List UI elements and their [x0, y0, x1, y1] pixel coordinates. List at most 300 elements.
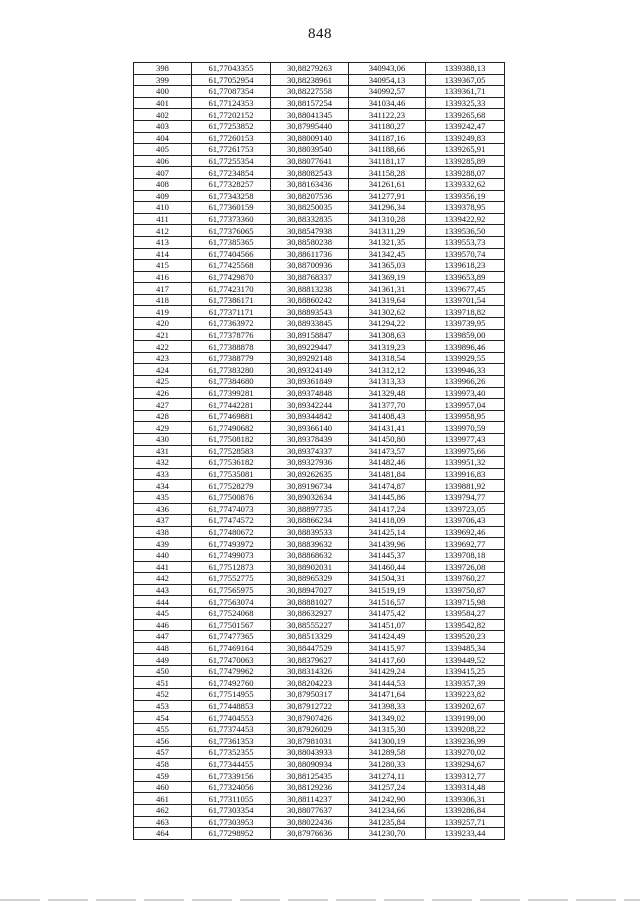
- point-number-cell: 419: [134, 306, 192, 318]
- longitude-cell: 30,89292148: [271, 352, 349, 364]
- longitude-cell: 30,88009140: [271, 132, 349, 144]
- longitude-cell: 30,89324149: [271, 364, 349, 376]
- table-row: [134, 74, 505, 86]
- y-coordinate-cell: 1339223,82: [426, 689, 505, 701]
- longitude-cell: 30,88881027: [271, 596, 349, 608]
- y-coordinate-cell: 1339653,89: [426, 271, 505, 283]
- y-coordinate-cell: 1339896,46: [426, 341, 505, 353]
- x-coordinate-cell: 341431,41: [349, 422, 426, 434]
- latitude-cell: 61,77202152: [192, 109, 271, 121]
- latitude-cell: 61,77477365: [192, 631, 271, 643]
- x-coordinate-cell: 341319,64: [349, 294, 426, 306]
- longitude-cell: 30,88447529: [271, 642, 349, 654]
- y-coordinate-cell: 1339356,19: [426, 190, 505, 202]
- table-row: [134, 689, 505, 701]
- longitude-cell: 30,88866234: [271, 515, 349, 527]
- y-coordinate-cell: 1339794,77: [426, 491, 505, 503]
- x-coordinate-cell: 341187,16: [349, 132, 426, 144]
- point-number-cell: 449: [134, 654, 192, 666]
- table-row: [134, 549, 505, 561]
- table-row: [134, 225, 505, 237]
- x-coordinate-cell: 341319,23: [349, 341, 426, 353]
- y-coordinate-cell: 1339357,39: [426, 677, 505, 689]
- table-row: [134, 399, 505, 411]
- y-coordinate-cell: 1339242,47: [426, 120, 505, 132]
- y-coordinate-cell: 1339199,00: [426, 712, 505, 724]
- coordinates-table-body: [134, 63, 505, 840]
- longitude-cell: 30,87912722: [271, 700, 349, 712]
- y-coordinate-cell: 1339706,43: [426, 515, 505, 527]
- x-coordinate-cell: 341417,60: [349, 654, 426, 666]
- point-number-cell: 446: [134, 619, 192, 631]
- point-number-cell: 428: [134, 410, 192, 422]
- latitude-cell: 61,77344455: [192, 758, 271, 770]
- longitude-cell: 30,88580238: [271, 236, 349, 248]
- x-coordinate-cell: 341181,17: [349, 155, 426, 167]
- table-row: [134, 526, 505, 538]
- latitude-cell: 61,77425568: [192, 260, 271, 272]
- latitude-cell: 61,77234854: [192, 167, 271, 179]
- longitude-cell: 30,89229447: [271, 341, 349, 353]
- longitude-cell: 30,89374848: [271, 387, 349, 399]
- point-number-cell: 411: [134, 213, 192, 225]
- y-coordinate-cell: 1339415,25: [426, 665, 505, 677]
- table-row: [134, 445, 505, 457]
- table-row: [134, 271, 505, 283]
- x-coordinate-cell: 341312,12: [349, 364, 426, 376]
- y-coordinate-cell: 1339265,68: [426, 109, 505, 121]
- y-coordinate-cell: 1339286,84: [426, 805, 505, 817]
- longitude-cell: 30,88860242: [271, 294, 349, 306]
- latitude-cell: 61,77480672: [192, 526, 271, 538]
- x-coordinate-cell: 341034,46: [349, 97, 426, 109]
- longitude-cell: 30,89327936: [271, 457, 349, 469]
- point-number-cell: 438: [134, 526, 192, 538]
- longitude-cell: 30,88207536: [271, 190, 349, 202]
- table-row: [134, 341, 505, 353]
- y-coordinate-cell: 1339202,67: [426, 700, 505, 712]
- table-row: [134, 747, 505, 759]
- y-coordinate-cell: 1339750,87: [426, 584, 505, 596]
- x-coordinate-cell: 341235,84: [349, 816, 426, 828]
- point-number-cell: 457: [134, 747, 192, 759]
- longitude-cell: 30,88129236: [271, 781, 349, 793]
- y-coordinate-cell: 1339977,43: [426, 434, 505, 446]
- point-number-cell: 456: [134, 735, 192, 747]
- point-number-cell: 432: [134, 457, 192, 469]
- point-number-cell: 433: [134, 468, 192, 480]
- latitude-cell: 61,77399281: [192, 387, 271, 399]
- x-coordinate-cell: 341418,09: [349, 515, 426, 527]
- table-row: [134, 781, 505, 793]
- longitude-cell: 30,88279263: [271, 63, 349, 75]
- longitude-cell: 30,88043933: [271, 747, 349, 759]
- x-coordinate-cell: 341481,84: [349, 468, 426, 480]
- y-coordinate-cell: 1339249,83: [426, 132, 505, 144]
- y-coordinate-cell: 1339677,45: [426, 283, 505, 295]
- latitude-cell: 61,77373360: [192, 213, 271, 225]
- y-coordinate-cell: 1339584,27: [426, 607, 505, 619]
- point-number-cell: 418: [134, 294, 192, 306]
- y-coordinate-cell: 1339973,40: [426, 387, 505, 399]
- longitude-cell: 30,88157254: [271, 97, 349, 109]
- page-number: 848: [308, 26, 332, 42]
- point-number-cell: 409: [134, 190, 192, 202]
- point-number-cell: 422: [134, 341, 192, 353]
- table-row: [134, 236, 505, 248]
- table-row: [134, 538, 505, 550]
- table-row: [134, 770, 505, 782]
- point-number-cell: 439: [134, 538, 192, 550]
- point-number-cell: 425: [134, 376, 192, 388]
- y-coordinate-cell: 1339312,77: [426, 770, 505, 782]
- table-row: [134, 805, 505, 817]
- x-coordinate-cell: 340954,13: [349, 74, 426, 86]
- x-coordinate-cell: 341300,19: [349, 735, 426, 747]
- table-row: [134, 109, 505, 121]
- point-number-cell: 414: [134, 248, 192, 260]
- longitude-cell: 30,88933845: [271, 318, 349, 330]
- x-coordinate-cell: 341261,61: [349, 178, 426, 190]
- latitude-cell: 61,77303953: [192, 816, 271, 828]
- latitude-cell: 61,77343258: [192, 190, 271, 202]
- latitude-cell: 61,77260153: [192, 132, 271, 144]
- point-number-cell: 444: [134, 596, 192, 608]
- x-coordinate-cell: 341408,43: [349, 410, 426, 422]
- coordinates-table: [133, 62, 505, 840]
- point-number-cell: 412: [134, 225, 192, 237]
- point-number-cell: 416: [134, 271, 192, 283]
- longitude-cell: 30,88314326: [271, 665, 349, 677]
- point-number-cell: 430: [134, 434, 192, 446]
- latitude-cell: 61,77043355: [192, 63, 271, 75]
- longitude-cell: 30,88082543: [271, 167, 349, 179]
- point-number-cell: 410: [134, 202, 192, 214]
- x-coordinate-cell: 341417,24: [349, 503, 426, 515]
- point-number-cell: 406: [134, 155, 192, 167]
- longitude-cell: 30,88250035: [271, 202, 349, 214]
- point-number-cell: 447: [134, 631, 192, 643]
- latitude-cell: 61,77298952: [192, 828, 271, 840]
- table-row: [134, 352, 505, 364]
- x-coordinate-cell: 341473,57: [349, 445, 426, 457]
- table-row: [134, 294, 505, 306]
- point-number-cell: 403: [134, 120, 192, 132]
- x-coordinate-cell: 341321,35: [349, 236, 426, 248]
- table-row: [134, 619, 505, 631]
- y-coordinate-cell: 1339233,44: [426, 828, 505, 840]
- y-coordinate-cell: 1339618,23: [426, 260, 505, 272]
- point-number-cell: 423: [134, 352, 192, 364]
- table-row: [134, 468, 505, 480]
- latitude-cell: 61,77404553: [192, 712, 271, 724]
- x-coordinate-cell: 341415,97: [349, 642, 426, 654]
- y-coordinate-cell: 1339288,07: [426, 167, 505, 179]
- point-number-cell: 405: [134, 144, 192, 156]
- latitude-cell: 61,77311055: [192, 793, 271, 805]
- longitude-cell: 30,88947027: [271, 584, 349, 596]
- x-coordinate-cell: 341460,44: [349, 561, 426, 573]
- table-row: [134, 515, 505, 527]
- latitude-cell: 61,77404566: [192, 248, 271, 260]
- x-coordinate-cell: 341158,28: [349, 167, 426, 179]
- y-coordinate-cell: 1339570,74: [426, 248, 505, 260]
- x-coordinate-cell: 341444,53: [349, 677, 426, 689]
- table-row: [134, 584, 505, 596]
- x-coordinate-cell: 341361,31: [349, 283, 426, 295]
- x-coordinate-cell: 341504,31: [349, 573, 426, 585]
- table-row: [134, 758, 505, 770]
- point-number-cell: 426: [134, 387, 192, 399]
- longitude-cell: 30,88768337: [271, 271, 349, 283]
- latitude-cell: 61,77469164: [192, 642, 271, 654]
- table-row: [134, 190, 505, 202]
- point-number-cell: 421: [134, 329, 192, 341]
- y-coordinate-cell: 1339975,66: [426, 445, 505, 457]
- longitude-cell: 30,87926029: [271, 723, 349, 735]
- y-coordinate-cell: 1339723,05: [426, 503, 505, 515]
- latitude-cell: 61,77535081: [192, 468, 271, 480]
- table-row: [134, 631, 505, 643]
- point-number-cell: 404: [134, 132, 192, 144]
- table-row: [134, 642, 505, 654]
- longitude-cell: 30,88513329: [271, 631, 349, 643]
- x-coordinate-cell: 341445,37: [349, 549, 426, 561]
- point-number-cell: 417: [134, 283, 192, 295]
- latitude-cell: 61,77442281: [192, 399, 271, 411]
- latitude-cell: 61,77490682: [192, 422, 271, 434]
- latitude-cell: 61,77474073: [192, 503, 271, 515]
- latitude-cell: 61,77492760: [192, 677, 271, 689]
- longitude-cell: 30,88632927: [271, 607, 349, 619]
- point-number-cell: 402: [134, 109, 192, 121]
- x-coordinate-cell: 341310,28: [349, 213, 426, 225]
- table-row: [134, 63, 505, 75]
- x-coordinate-cell: 341257,24: [349, 781, 426, 793]
- y-coordinate-cell: 1339881,92: [426, 480, 505, 492]
- point-number-cell: 455: [134, 723, 192, 735]
- x-coordinate-cell: 341296,34: [349, 202, 426, 214]
- x-coordinate-cell: 341294,22: [349, 318, 426, 330]
- point-number-cell: 427: [134, 399, 192, 411]
- table-row: [134, 422, 505, 434]
- y-coordinate-cell: 1339966,26: [426, 376, 505, 388]
- latitude-cell: 61,77524068: [192, 607, 271, 619]
- x-coordinate-cell: 341313,33: [349, 376, 426, 388]
- x-coordinate-cell: 341242,90: [349, 793, 426, 805]
- x-coordinate-cell: 341315,30: [349, 723, 426, 735]
- latitude-cell: 61,77386171: [192, 294, 271, 306]
- point-number-cell: 407: [134, 167, 192, 179]
- point-number-cell: 445: [134, 607, 192, 619]
- latitude-cell: 61,77552775: [192, 573, 271, 585]
- y-coordinate-cell: 1339270,02: [426, 747, 505, 759]
- table-row: [134, 607, 505, 619]
- x-coordinate-cell: 341450,80: [349, 434, 426, 446]
- longitude-cell: 30,88902031: [271, 561, 349, 573]
- table-row: [134, 793, 505, 805]
- latitude-cell: 61,77479962: [192, 665, 271, 677]
- table-row: [134, 155, 505, 167]
- longitude-cell: 30,88868632: [271, 549, 349, 561]
- longitude-cell: 30,88555227: [271, 619, 349, 631]
- latitude-cell: 61,77563074: [192, 596, 271, 608]
- latitude-cell: 61,77378776: [192, 329, 271, 341]
- latitude-cell: 61,77384680: [192, 376, 271, 388]
- latitude-cell: 61,77255354: [192, 155, 271, 167]
- x-coordinate-cell: 341122,23: [349, 109, 426, 121]
- y-coordinate-cell: 1339485,34: [426, 642, 505, 654]
- table-row: [134, 248, 505, 260]
- y-coordinate-cell: 1339715,98: [426, 596, 505, 608]
- latitude-cell: 61,77388779: [192, 352, 271, 364]
- y-coordinate-cell: 1339692,46: [426, 526, 505, 538]
- table-row: [134, 828, 505, 840]
- y-coordinate-cell: 1339739,95: [426, 318, 505, 330]
- point-number-cell: 435: [134, 491, 192, 503]
- longitude-cell: 30,88114237: [271, 793, 349, 805]
- table-row: [134, 434, 505, 446]
- x-coordinate-cell: 341280,33: [349, 758, 426, 770]
- latitude-cell: 61,77470063: [192, 654, 271, 666]
- table-row: [134, 202, 505, 214]
- table-row: [134, 677, 505, 689]
- point-number-cell: 400: [134, 86, 192, 98]
- y-coordinate-cell: 1339294,67: [426, 758, 505, 770]
- point-number-cell: 437: [134, 515, 192, 527]
- x-coordinate-cell: 341230,70: [349, 828, 426, 840]
- y-coordinate-cell: 1339285,89: [426, 155, 505, 167]
- x-coordinate-cell: 341308,63: [349, 329, 426, 341]
- longitude-cell: 30,87907426: [271, 712, 349, 724]
- x-coordinate-cell: 341188,66: [349, 144, 426, 156]
- y-coordinate-cell: 1339708,18: [426, 549, 505, 561]
- table-row: [134, 86, 505, 98]
- x-coordinate-cell: 341429,24: [349, 665, 426, 677]
- x-coordinate-cell: 341425,14: [349, 526, 426, 538]
- y-coordinate-cell: 1339422,92: [426, 213, 505, 225]
- table-row: [134, 178, 505, 190]
- point-number-cell: 441: [134, 561, 192, 573]
- x-coordinate-cell: 341329,48: [349, 387, 426, 399]
- latitude-cell: 61,77052954: [192, 74, 271, 86]
- latitude-cell: 61,77512873: [192, 561, 271, 573]
- y-coordinate-cell: 1339726,08: [426, 561, 505, 573]
- longitude-cell: 30,88090934: [271, 758, 349, 770]
- longitude-cell: 30,88077641: [271, 155, 349, 167]
- y-coordinate-cell: 1339859,00: [426, 329, 505, 341]
- y-coordinate-cell: 1339536,50: [426, 225, 505, 237]
- table-row: [134, 457, 505, 469]
- longitude-cell: 30,89366140: [271, 422, 349, 434]
- point-number-cell: 399: [134, 74, 192, 86]
- latitude-cell: 61,77352355: [192, 747, 271, 759]
- y-coordinate-cell: 1339970,59: [426, 422, 505, 434]
- y-coordinate-cell: 1339718,82: [426, 306, 505, 318]
- longitude-cell: 30,88379627: [271, 654, 349, 666]
- point-number-cell: 461: [134, 793, 192, 805]
- longitude-cell: 30,88204223: [271, 677, 349, 689]
- y-coordinate-cell: 1339957,04: [426, 399, 505, 411]
- table-row: [134, 712, 505, 724]
- longitude-cell: 30,88227558: [271, 86, 349, 98]
- longitude-cell: 30,88125435: [271, 770, 349, 782]
- point-number-cell: 450: [134, 665, 192, 677]
- point-number-cell: 453: [134, 700, 192, 712]
- y-coordinate-cell: 1339916,83: [426, 468, 505, 480]
- y-coordinate-cell: 1339692,77: [426, 538, 505, 550]
- longitude-cell: 30,87950317: [271, 689, 349, 701]
- latitude-cell: 61,77508182: [192, 434, 271, 446]
- x-coordinate-cell: 341519,19: [349, 584, 426, 596]
- x-coordinate-cell: 341342,45: [349, 248, 426, 260]
- table-row: [134, 735, 505, 747]
- longitude-cell: 30,89344842: [271, 410, 349, 422]
- x-coordinate-cell: 341365,03: [349, 260, 426, 272]
- x-coordinate-cell: 341445,86: [349, 491, 426, 503]
- longitude-cell: 30,88839632: [271, 538, 349, 550]
- y-coordinate-cell: 1339361,71: [426, 86, 505, 98]
- point-number-cell: 436: [134, 503, 192, 515]
- latitude-cell: 61,77501567: [192, 619, 271, 631]
- table-row: [134, 97, 505, 109]
- y-coordinate-cell: 1339553,73: [426, 236, 505, 248]
- longitude-cell: 30,88332835: [271, 213, 349, 225]
- point-number-cell: 398: [134, 63, 192, 75]
- latitude-cell: 61,77514955: [192, 689, 271, 701]
- x-coordinate-cell: 341424,49: [349, 631, 426, 643]
- latitude-cell: 61,77469881: [192, 410, 271, 422]
- x-coordinate-cell: 341311,29: [349, 225, 426, 237]
- longitude-cell: 30,88611736: [271, 248, 349, 260]
- x-coordinate-cell: 341180,27: [349, 120, 426, 132]
- point-number-cell: 420: [134, 318, 192, 330]
- y-coordinate-cell: 1339958,95: [426, 410, 505, 422]
- latitude-cell: 61,77363972: [192, 318, 271, 330]
- latitude-cell: 61,77448853: [192, 700, 271, 712]
- longitude-cell: 30,88893543: [271, 306, 349, 318]
- latitude-cell: 61,77565975: [192, 584, 271, 596]
- y-coordinate-cell: 1339951,32: [426, 457, 505, 469]
- longitude-cell: 30,89196734: [271, 480, 349, 492]
- latitude-cell: 61,77087354: [192, 86, 271, 98]
- y-coordinate-cell: 1339332,62: [426, 178, 505, 190]
- table-row: [134, 491, 505, 503]
- point-number-cell: 401: [134, 97, 192, 109]
- point-number-cell: 408: [134, 178, 192, 190]
- latitude-cell: 61,77528279: [192, 480, 271, 492]
- latitude-cell: 61,77303354: [192, 805, 271, 817]
- longitude-cell: 30,89158847: [271, 329, 349, 341]
- x-coordinate-cell: 341377,70: [349, 399, 426, 411]
- y-coordinate-cell: 1339520,23: [426, 631, 505, 643]
- latitude-cell: 61,77429870: [192, 271, 271, 283]
- latitude-cell: 61,77253852: [192, 120, 271, 132]
- longitude-cell: 30,87995440: [271, 120, 349, 132]
- longitude-cell: 30,88238961: [271, 74, 349, 86]
- table-row: [134, 376, 505, 388]
- table-row: [134, 283, 505, 295]
- point-number-cell: 442: [134, 573, 192, 585]
- x-coordinate-cell: 340943,06: [349, 63, 426, 75]
- table-row: [134, 596, 505, 608]
- latitude-cell: 61,77385365: [192, 236, 271, 248]
- longitude-cell: 30,89262635: [271, 468, 349, 480]
- x-coordinate-cell: 341398,33: [349, 700, 426, 712]
- point-number-cell: 462: [134, 805, 192, 817]
- point-number-cell: 413: [134, 236, 192, 248]
- table-row: [134, 665, 505, 677]
